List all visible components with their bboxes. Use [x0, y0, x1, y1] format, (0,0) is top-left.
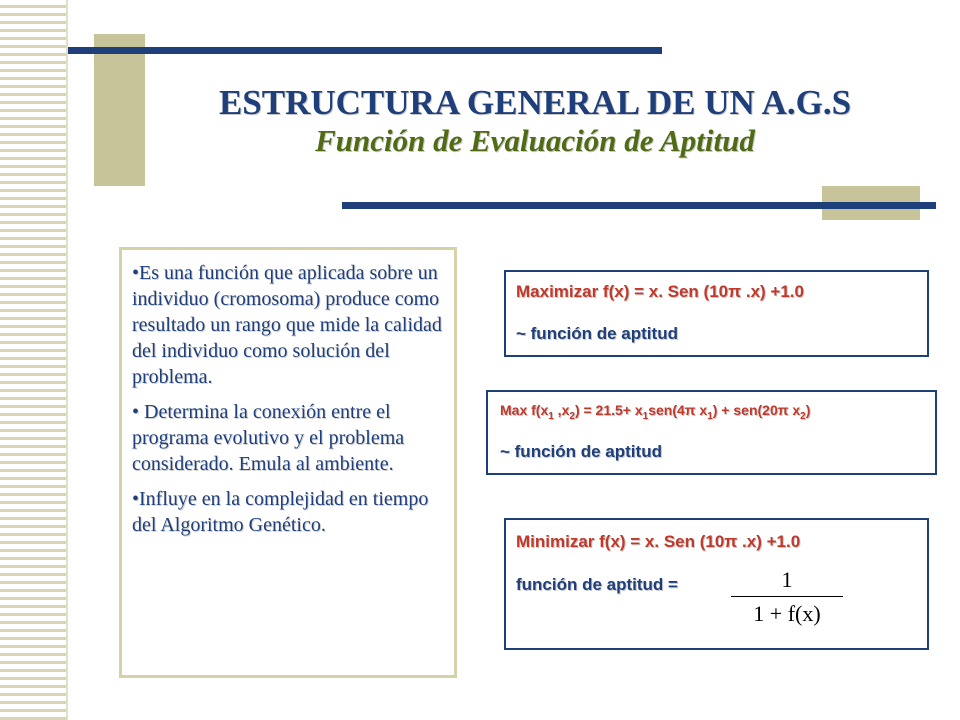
bullet-list — [132, 260, 448, 547]
fitness-function-label-2: ~ función de aptitud — [500, 442, 662, 461]
decorative-block-top-left — [94, 34, 145, 186]
fitness-function-label-3: función de aptitud = — [516, 575, 678, 594]
fraction-numerator: 1 — [781, 567, 793, 592]
maximize-formula-box — [504, 270, 929, 357]
fraction-denominator: 1 + f(x) — [753, 601, 821, 626]
minimize-formula: Minimizar f(x) = x. Sen (10π .x) +1.0 — [516, 532, 801, 551]
bullet-item-2: • Determina la conexión entre el programa evolutivo y el problema considerado. Emula al ambiente. — [132, 401, 405, 475]
decorative-bar-bottom — [342, 202, 936, 209]
minimize-formula-box — [504, 518, 929, 650]
max-two-variable-formula-box — [486, 390, 937, 475]
fraction-bar — [731, 596, 843, 597]
bullet-item-1: •Es una función que aplicada sobre un individuo (cromosoma) produce como resultado un rango que mide la calidad del individuo como solución del problema. — [132, 262, 442, 388]
decorative-stripes — [0, 0, 68, 720]
slide-subtitle: Función de Evaluación de Aptitud — [315, 123, 755, 158]
fitness-fraction — [731, 566, 843, 628]
decorative-bar-top — [68, 47, 662, 54]
bullet-item-3: •Influye en la complejidad en tiempo del Algoritmo Genético. — [132, 488, 429, 536]
maximize-formula: Maximizar f(x) = x. Sen (10π .x) +1.0 — [516, 282, 804, 301]
fitness-function-label-1: ~ función de aptitud — [516, 324, 678, 343]
slide-title: ESTRUCTURA GENERAL DE UN A.G.S — [218, 83, 852, 122]
max-two-variable-formula: Max $f(x_1$ $,x_2) = 21.5+ x_1sen(4\pi$ $x_1) + sen(20\pi$ $x_2$) — [500, 402, 811, 422]
description-box — [119, 247, 457, 678]
